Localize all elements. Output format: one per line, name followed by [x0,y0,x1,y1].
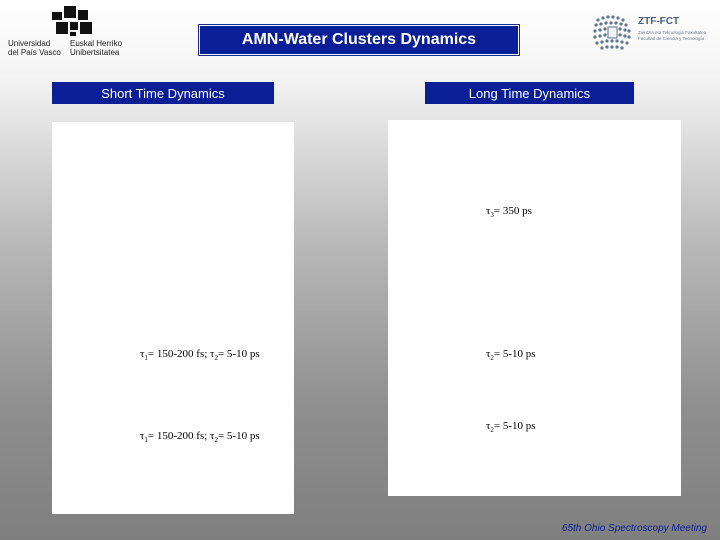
tau-symbol: τ [210,348,215,360]
short-time-dynamics-panel [52,122,294,514]
upv-ehu-emblem-icon [48,6,96,36]
footer-meeting-name: 65th Ohio Spectroscopy Meeting [561,523,707,534]
ztf-fct-title: ZTF-FCT [638,16,680,27]
tau-symbol: τ [210,430,215,442]
upv-name-eu: Euskal Herriko Unibertsitatea [70,39,123,57]
upv-ehu-logo [8,6,153,58]
tau-symbol: τ [486,205,491,217]
long-time-dynamics-header: Long Time Dynamics [425,82,634,104]
long-time-annotation-3: $\tau_2= 5-10$ ps [486,420,536,435]
short-time-annotation-2: $\tau_1= 150-200$ fs; $\tau_2= 5-10$ ps [140,430,260,445]
tau-symbol: τ [140,348,145,360]
long-time-annotation-1: $\tau_3= 350$ ps [486,205,532,220]
tau-symbol: τ [486,348,491,360]
long-time-dynamics-panel [388,120,681,496]
ztf-fct-logo [592,12,710,58]
short-time-dynamics-header: Short Time Dynamics [52,82,274,104]
tau-symbol: τ [140,430,145,442]
long-time-annotation-2: $\tau_2= 5-10$ ps [486,348,536,363]
short-time-annotation-1: $\tau_1= 150-200$ fs; $\tau_2= 5-10$ ps [140,348,260,363]
tau-symbol: τ [486,420,491,432]
upv-name-es: Universidad del País Vasco [8,39,61,57]
slide-title: AMN-Water Clusters Dynamics [198,24,520,56]
ztf-dots-emblem-icon [592,12,632,52]
ztf-fct-subtitle: Zientzia eta Teknologia Fakultatea Facultad de Ciencia y Tecnología [638,30,707,41]
